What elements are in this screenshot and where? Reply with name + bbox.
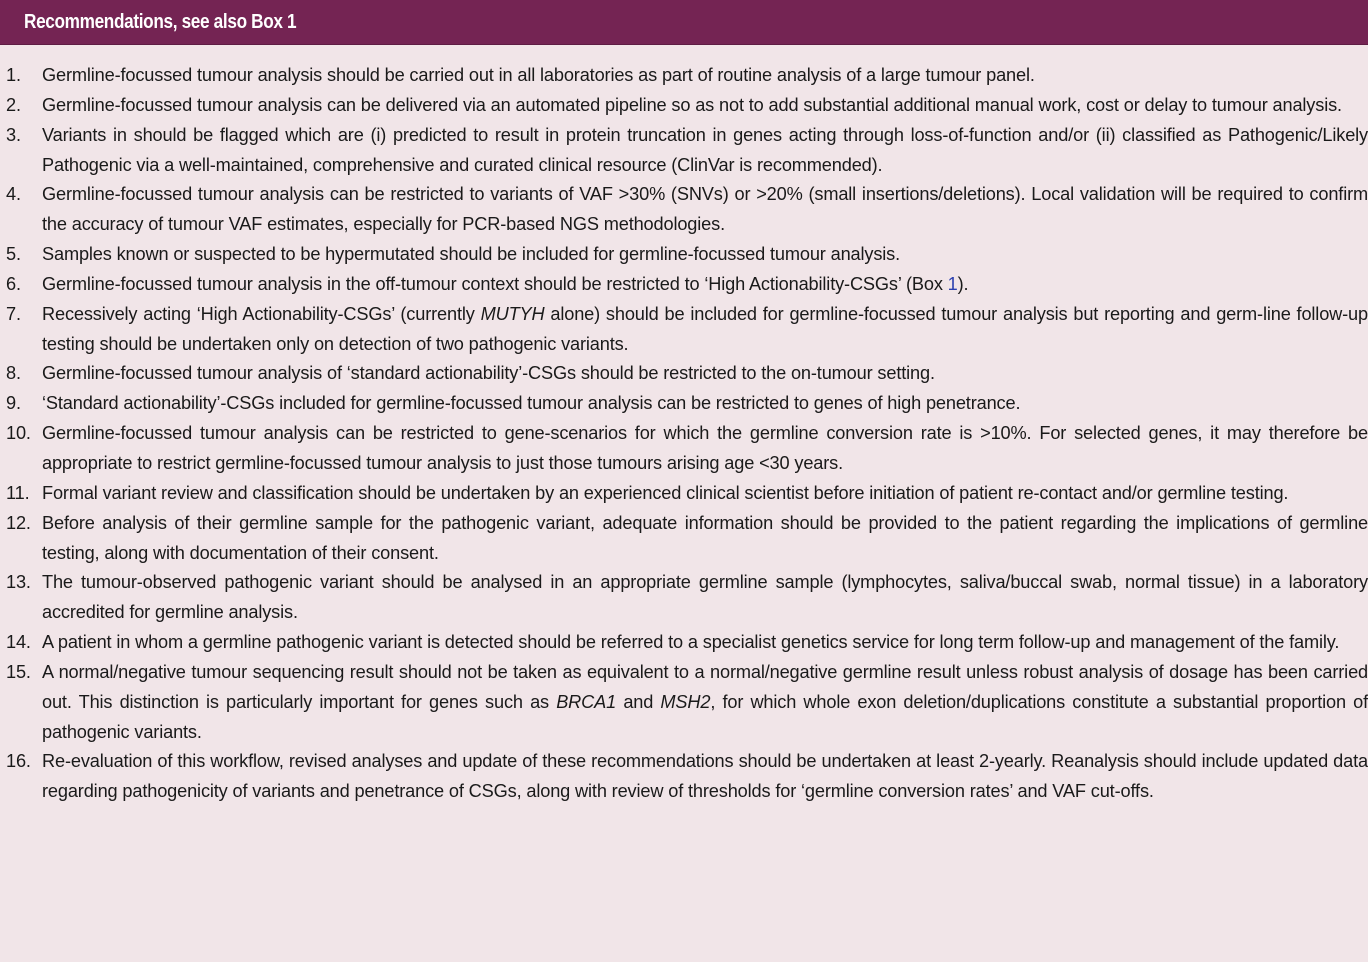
recommendation-text [42, 180, 1368, 240]
box-title: Recommendations, see also Box 1 [24, 10, 297, 33]
recommendation-item [0, 270, 1368, 300]
gene-name: MUTYH [480, 303, 545, 324]
recommendation-text [42, 300, 1368, 360]
text-segment: ). [957, 273, 969, 294]
recommendation-text [42, 240, 1368, 270]
recommendation-number: 4. [6, 184, 21, 205]
recommendation-number: 8. [6, 363, 21, 384]
text-segment: Germline-focussed tumour analysis should be carried out in all laboratories as part of routine analysis of a large tumour panel. [42, 65, 1035, 85]
recommendation-text [42, 509, 1368, 569]
recommendation-number: 6. [6, 273, 21, 294]
recommendations-list [0, 45, 1368, 807]
recommendation-item [0, 628, 1368, 658]
recommendation-item [0, 568, 1368, 628]
text-segment: Recessively acting ‘High Actionability-CSGs’ (currently [42, 303, 481, 324]
text-segment: Germline-focussed tumour analysis can be restricted to gene-scenarios for which the germline conversion rate is >10%. For selected genes, it may therefore be appropriate to restrict germline-focussed tumour analysis to just those tumours arising age <30 years. [42, 423, 1368, 473]
text-segment: and [616, 691, 661, 712]
recommendation-text [42, 479, 1368, 509]
text-segment: , for which whole exon deletion/duplications constitute a substantial proportion of pathogenic variants. [42, 691, 1368, 742]
recommendation-item [0, 359, 1368, 389]
recommendation-number: 5. [6, 244, 21, 265]
recommendation-number: 9. [6, 393, 21, 414]
recommendation-text [42, 628, 1368, 658]
recommendation-text [42, 91, 1368, 121]
recommendation-item [0, 300, 1368, 360]
recommendation-text [42, 658, 1368, 748]
recommendation-item [0, 240, 1368, 270]
recommendation-item [0, 91, 1368, 121]
recommendation-text [42, 389, 1368, 419]
recommendation-number: 3. [6, 124, 21, 145]
text-segment: Formal variant review and classification should be undertaken by an experienced clinical scientist before initiation of patient re-contact and/or germline testing. [42, 482, 1289, 503]
text-segment: Variants in should be flagged which are (i) predicted to result in protein truncation in genes acting through loss-of-function and/or (ii) classified as Pathogenic/Likely Pathogenic via a well-maintained, comprehensive and curated clinical resource (ClinVar is recommended). [42, 124, 1368, 175]
recommendation-item [0, 658, 1368, 748]
text-segment: Germline-focussed tumour analysis in the off-tumour context should be restricted to ‘High Actionability-CSGs’ (Box [42, 273, 948, 294]
box-reference-link[interactable]: 1 [947, 273, 958, 294]
gene-name: MSH2 [660, 691, 711, 712]
recommendation-number: 16. [6, 751, 31, 772]
text-segment: Germline-focussed tumour analysis of ‘standard actionability’-CSGs should be restricted to the on-tumour setting. [42, 363, 935, 384]
text-segment: The tumour-observed pathogenic variant should be analysed in an appropriate germline sample (lymphocytes, saliva/buccal swab, normal tissue) in a laboratory accredited for germline analysis. [42, 572, 1368, 623]
recommendation-item [0, 61, 1368, 91]
text-segment: Germline-focussed tumour analysis can be delivered via an automated pipeline so as not to add substantial additional manual work, cost or delay to tumour analysis. [42, 94, 1342, 115]
recommendation-item [0, 121, 1368, 181]
recommendation-number: 10. [6, 423, 31, 444]
recommendation-text [42, 747, 1368, 807]
recommendation-number: 1. [6, 65, 21, 85]
box-header [0, 0, 1368, 45]
recommendation-text [42, 121, 1368, 181]
recommendation-text [42, 270, 1368, 300]
recommendation-item [0, 509, 1368, 569]
text-segment: ‘Standard actionability’-CSGs included for germline-focussed tumour analysis can be restricted to genes of high penetrance. [42, 393, 1021, 414]
recommendation-item [0, 479, 1368, 509]
gene-name: BRCA1 [556, 691, 617, 712]
text-segment: Re-evaluation of this workflow, revised analyses and update of these recommendations should be undertaken at least 2-yearly. Reanalysis should include updated data regarding pathogenicity of variants and penetrance of CSGs, along with review of thresholds for ‘germline conversion rates’ and VAF cut-offs. [42, 751, 1368, 802]
recommendation-text [42, 359, 1368, 389]
text-segment: Germline-focussed tumour analysis can be restricted to variants of VAF >30% (SNVs) or >20% (small insertions/deletions). Local validation will be required to confirm the accuracy of tumour VAF estimates, especially for PCR-based NGS methodologies. [42, 184, 1368, 235]
recommendation-text [42, 568, 1368, 628]
recommendation-item [0, 747, 1368, 807]
text-segment: alone) should be included for germline-focussed tumour analysis but reporting and germ-line follow-up testing should be undertaken only on detection of two pathogenic variants. [42, 303, 1368, 354]
recommendation-number: 15. [6, 661, 31, 682]
recommendation-item [0, 389, 1368, 419]
text-segment: A normal/negative tumour sequencing result should not be taken as equivalent to a normal/negative germline result unless robust analysis of dosage has been carried out. This distinction is particularly important for genes such as [42, 661, 1368, 712]
recommendation-number: 12. [6, 512, 31, 533]
recommendation-number: 2. [6, 94, 21, 115]
recommendation-number: 13. [6, 572, 31, 593]
text-segment: Before analysis of their germline sample for the pathogenic variant, adequate information should be provided to the patient regarding the implications of germline testing, along with documentation of their consent. [42, 512, 1368, 563]
recommendation-number: 14. [6, 632, 31, 653]
recommendation-text [42, 419, 1368, 479]
text-segment: A patient in whom a germline pathogenic variant is detected should be referred to a specialist genetics service for long term follow-up and management of the family. [42, 632, 1340, 653]
text-segment: Samples known or suspected to be hypermutated should be included for germline-focussed tumour analysis. [42, 244, 901, 265]
recommendation-item [0, 180, 1368, 240]
recommendation-text [42, 61, 1368, 91]
recommendation-number: 7. [6, 303, 21, 324]
recommendation-item [0, 419, 1368, 479]
recommendation-number: 11. [6, 482, 30, 503]
